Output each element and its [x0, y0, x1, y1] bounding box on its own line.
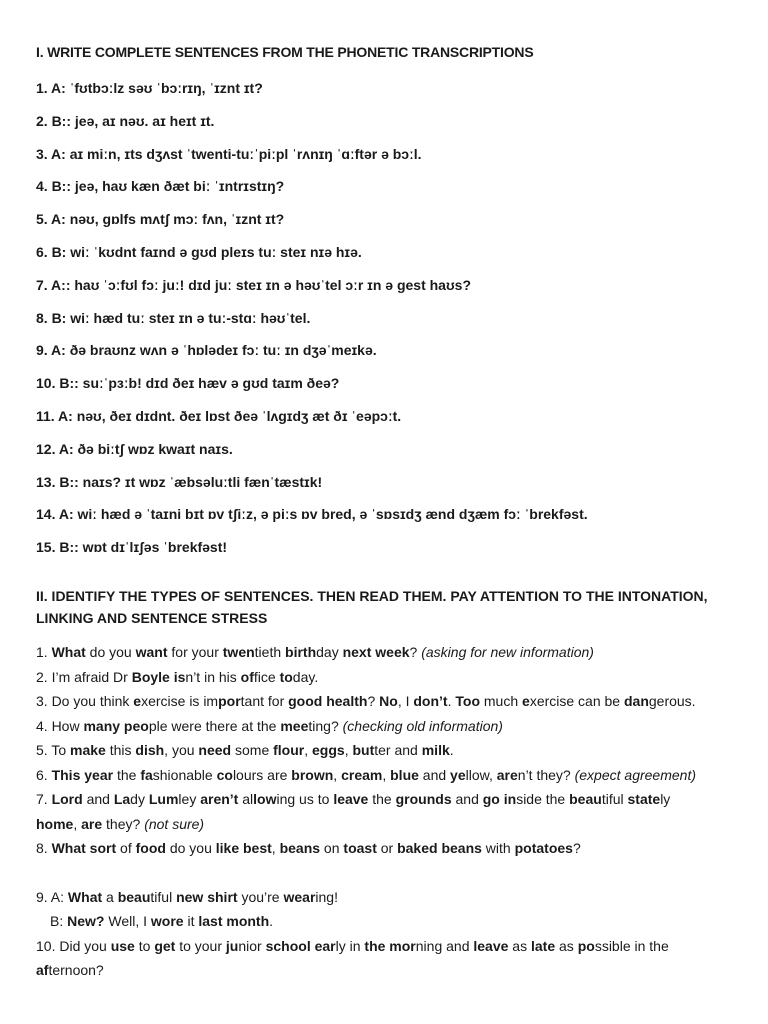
stressed-word: mee: [280, 717, 309, 734]
sentence-text: n’t in his: [185, 668, 241, 685]
phonetic-sentence: 11. A: nəʊ, ðeɪ dɪdnt. ðeɪ lɒst ðeə ˈlʌgɪdʒ æt ðɪ ˈeəpɔːt.: [36, 407, 402, 424]
sentence-text: ,: [382, 766, 391, 783]
stressed-word: La: [113, 791, 131, 807]
stressed-word: make: [70, 742, 106, 758]
stressed-word: Too: [455, 693, 480, 709]
phonetic-sentence: 1. A: ˈfʊtbɔːlz səʊ ˈbɔːrɪŋ, ˈɪznt ɪt?: [36, 80, 263, 96]
sentence-text: as: [555, 937, 578, 954]
intonation-note: (expect agreement): [574, 766, 697, 783]
sentence-text: much: [480, 693, 523, 709]
stressed-word: beau: [117, 888, 151, 905]
stressed-word: home: [36, 815, 74, 832]
sentence-text: gerous.: [648, 693, 696, 709]
sentence-text: xercise is im: [141, 693, 219, 709]
sentence-text: the: [368, 791, 396, 807]
sentence-line: [36, 787, 736, 812]
stressed-word: af: [36, 962, 49, 978]
sentence-text: 9. A:: [36, 888, 68, 905]
sentence-text: al: [238, 791, 254, 807]
sentence-text: side the: [516, 791, 570, 807]
sentence-line: [36, 812, 736, 837]
sentence-text: or: [376, 840, 398, 856]
stressed-word: grounds: [395, 791, 452, 807]
stressed-word: get: [154, 937, 176, 954]
sentence-text: .: [269, 913, 274, 929]
stressed-word: to: [279, 668, 293, 685]
sentence-line: [36, 738, 736, 763]
sentence-text: do you: [85, 644, 136, 660]
sentence-text: they?: [102, 815, 145, 832]
sentence-text: 10. Did you: [36, 937, 111, 954]
stressed-word: This year: [51, 766, 114, 783]
sentence-text: ly in: [335, 937, 365, 954]
stressed-word: need: [198, 742, 232, 758]
sentence-text: dy: [130, 791, 149, 807]
intonation-note: (checking old information): [342, 717, 503, 734]
sentence-text: ning and: [415, 937, 474, 954]
sentence-line: [36, 934, 736, 959]
stressed-word: aren’t: [200, 791, 239, 807]
phonetic-sentence: 2. B:: jeə, aɪ nəʊ. aɪ heɪt ɪt.: [36, 112, 215, 129]
stressed-word: twen: [222, 644, 255, 660]
stressed-word: leave: [333, 791, 369, 807]
stressed-word: What: [51, 644, 86, 660]
stressed-word: po: [577, 937, 595, 954]
stressed-word: fa: [140, 766, 153, 783]
sentence-text: shionable: [152, 766, 217, 783]
stressed-word: ye: [450, 766, 466, 783]
stressed-word: beans: [279, 840, 321, 856]
stressed-word: last month: [198, 913, 270, 929]
stressed-word: milk: [421, 742, 450, 758]
stressed-word: dish: [135, 742, 165, 758]
practice-sentence: [36, 640, 736, 665]
sentence-text: the: [113, 766, 141, 783]
sentence-text: ?: [367, 693, 380, 709]
practice-sentence: [36, 665, 736, 690]
sentence-line: [36, 714, 736, 739]
phonetic-sentence: 6. B: wiː ˈkʊdnt faɪnd ə gʊd pleɪs tuː steɪ nɪə hɪə.: [36, 243, 362, 260]
stressed-word: like best: [215, 840, 272, 856]
stressed-word: Lord: [51, 791, 83, 807]
stressed-word: co: [216, 766, 233, 783]
phonetic-sentence: 13. B:: naɪs? ɪt wɒz ˈæbsəluːtli fænˈtæstɪk!: [36, 473, 323, 490]
sentence-line: [36, 958, 736, 983]
sentence-text: 6.: [36, 766, 52, 783]
sentence-text: to your: [175, 937, 226, 954]
sentence-text: and: [418, 766, 451, 783]
stressed-word: go in: [482, 791, 517, 807]
practice-sentence: [36, 763, 736, 788]
stressed-word: What sort: [51, 840, 117, 856]
stressed-word: blue: [390, 766, 419, 783]
sentence-text: on: [320, 840, 344, 856]
stressed-word: want: [135, 644, 168, 660]
sentence-text: some: [231, 742, 274, 758]
stressed-word: por: [218, 693, 241, 709]
phonetic-sentence: 14. A: wiː hæd ə ˈtaɪni bɪt ɒv tʃiːz, ə piːs ɒv bred, ə ˈsɒsɪdʒ ænd dʒæm fɔː ˈbrekfəst.: [36, 506, 588, 523]
stressed-word: new shirt: [176, 888, 238, 905]
phonetic-sentence: 5. A: nəʊ, gɒlfs mʌtʃ mɔː fʌn, ˈɪznt ɪt?: [36, 211, 285, 228]
sentence-text: n’t they?: [517, 766, 575, 783]
phonetic-sentence: 9. A: ðə braʊnz wʌn ə ˈhɒlədeɪ fɔː tuː ɪn dʒəˈmeɪkə.: [36, 342, 377, 359]
stressed-word: beau: [569, 791, 602, 807]
sentence-text: 4. How: [36, 717, 84, 734]
sentence-text: B:: [50, 913, 68, 929]
stressed-word: e: [133, 693, 142, 709]
sentence-text: ,: [333, 766, 342, 783]
sentence-text: to: [134, 937, 155, 954]
sentence-line: [36, 689, 736, 714]
sentence-text: 7.: [36, 791, 52, 807]
practice-sentence: [36, 738, 736, 763]
stressed-word: New?: [67, 913, 105, 929]
sentence-line: [36, 640, 736, 665]
stressed-word: food: [135, 840, 166, 856]
sentence-text: ple were there at the: [148, 717, 281, 734]
sentence-text: ,: [344, 742, 353, 758]
stressed-word: use: [110, 937, 135, 954]
stressed-word: Boyle: [131, 668, 170, 685]
sentence-text: day: [316, 644, 343, 660]
sentence-text: ,: [304, 742, 313, 758]
sentence-line: [36, 665, 736, 690]
stressed-word: low: [253, 791, 277, 807]
sentence-line: [36, 763, 736, 788]
sentence-text: ,: [73, 815, 82, 832]
stressed-word: of: [240, 668, 254, 685]
stressed-word: school ear: [265, 937, 336, 954]
stressed-word: eggs: [312, 742, 345, 758]
sentence-text: you’re: [237, 888, 284, 905]
sentence-text: xercise can be: [529, 693, 624, 709]
practice-sentence: [36, 689, 736, 714]
stressed-word: next week: [342, 644, 410, 660]
sentence-text: 5. To: [36, 742, 70, 758]
sentence-text: , you: [164, 742, 199, 758]
stressed-word: the mor: [364, 937, 416, 954]
stressed-word: Lum: [148, 791, 179, 807]
sentence-text: fice: [253, 668, 280, 685]
phonetic-sentence: 3. A: aɪ miːn, ɪts dʒʌst ˈtwenti-tuːˈpiːpl ˈrʌnɪŋ ˈɑːftər ə bɔːl.: [36, 145, 422, 162]
sentence-text: lours are: [232, 766, 292, 783]
sentence-text: day.: [292, 668, 319, 685]
practice-sentence: [36, 934, 736, 983]
phonetic-sentence: 10. B:: suːˈpɜːb! dɪd ðeɪ hæv ə gʊd taɪm ðeə?: [36, 375, 340, 392]
phonetic-sentence: 4. B:: jeə, haʊ kæn ðæt biː ˈɪntrɪstɪŋ?: [36, 178, 285, 195]
sentence-text: this: [105, 742, 136, 758]
stressed-word: cream: [341, 766, 383, 783]
stressed-word: wore: [150, 913, 184, 929]
stressed-word: dan: [623, 693, 649, 709]
stressed-word: toast: [343, 840, 377, 856]
intonation-note: (asking for new information): [421, 644, 594, 660]
phonetic-sentence: 12. A: ðə biːtʃ wɒz kwaɪt naɪs.: [36, 440, 233, 457]
practice-sentence: [36, 885, 736, 934]
sentence-text: , I: [397, 693, 414, 709]
stressed-word: potatoes: [514, 840, 573, 856]
stressed-word: are: [496, 766, 518, 783]
sentence-text: ley: [178, 791, 201, 807]
sentence-text: Well, I: [104, 913, 151, 929]
sentence-text: tiful: [601, 791, 628, 807]
sentence-text: ting?: [308, 717, 343, 734]
sentence-text: llow,: [465, 766, 497, 783]
stressed-word: birth: [285, 644, 317, 660]
sentence-text: with: [481, 840, 515, 856]
stressed-word: What: [67, 888, 103, 905]
sentence-text: of: [116, 840, 136, 856]
stressed-word: are: [81, 815, 103, 832]
sentence-text: ?: [409, 644, 422, 660]
sentence-text: tiful: [150, 888, 177, 905]
sentence-text: ly: [660, 791, 671, 807]
section1-list: [36, 78, 588, 570]
phonetic-sentence: 15. B:: wɒt dɪˈlɪʃəs ˈbrekfəst!: [36, 539, 228, 556]
sentence-text: ssible in the: [594, 937, 669, 954]
sentence-line: [36, 836, 736, 861]
stressed-word: late: [531, 937, 556, 954]
stressed-word: state: [627, 791, 661, 807]
sentence-text: as: [508, 937, 531, 954]
stressed-word: No: [379, 693, 398, 709]
sentence-text: tant for: [240, 693, 289, 709]
sentence-text: it: [183, 913, 199, 929]
stressed-word: good health: [288, 693, 368, 709]
sentence-text: and: [451, 791, 483, 807]
sentence-text: 8.: [36, 840, 52, 856]
sentence-text: do you: [165, 840, 216, 856]
stressed-word: many peo: [83, 717, 149, 734]
phonetic-sentence: 7. A:: haʊ ˈɔːfʊl fɔː juː! dɪd juː steɪ ɪn ə həʊˈtel ɔːr ɪn ə gest haʊs?: [36, 276, 471, 293]
stressed-word: baked beans: [397, 840, 482, 856]
phonetic-sentence: 8. B: wiː hæd tuː steɪ ɪn ə tuː-stɑː həʊˈtel.: [36, 309, 311, 326]
sentence-text: ing!: [315, 888, 338, 905]
sentence-line: [36, 909, 736, 934]
stressed-word: wear: [283, 888, 316, 905]
stressed-word: brown: [291, 766, 334, 783]
sentence-text: 2. I’m afraid Dr: [36, 668, 132, 685]
sentence-text: ?: [572, 840, 581, 856]
practice-sentence: [36, 787, 736, 836]
stressed-word: is: [173, 668, 186, 685]
sentence-text: ter and: [374, 742, 422, 758]
sentence-text: .: [447, 693, 456, 709]
sentence-line: [36, 885, 736, 910]
sentence-text: 3. Do you think: [36, 693, 134, 709]
sentence-text: 1.: [36, 644, 52, 660]
sentence-text: a: [102, 888, 118, 905]
sentence-text: .: [449, 742, 454, 758]
stressed-word: leave: [473, 937, 509, 954]
sentence-text: ,: [271, 840, 280, 856]
stressed-word: don’t: [413, 693, 448, 709]
stressed-word: but: [352, 742, 375, 758]
practice-sentence: [36, 836, 736, 861]
sentence-text: for your: [167, 644, 223, 660]
stressed-word: ju: [225, 937, 239, 954]
section2-list: [36, 640, 736, 983]
practice-sentence: [36, 714, 736, 739]
stressed-word: e: [522, 693, 530, 709]
sentence-text: ternoon?: [48, 962, 104, 978]
sentence-text: nior: [238, 937, 266, 954]
sentence-text: tieth: [254, 644, 286, 660]
sentence-text: ing us to: [276, 791, 334, 807]
sentence-text: and: [82, 791, 114, 807]
stressed-word: flour: [273, 742, 305, 758]
section2-title: II. IDENTIFY THE TYPES OF SENTENCES. THEN READ THEM. PAY ATTENTION TO THE INTONATION, LINKING AND SENTENCE STRESS: [36, 588, 708, 626]
section1-title: I. WRITE COMPLETE SENTENCES FROM THE PHONETIC TRANSCRIPTIONS: [36, 44, 534, 60]
intonation-note: (not sure): [144, 815, 205, 832]
